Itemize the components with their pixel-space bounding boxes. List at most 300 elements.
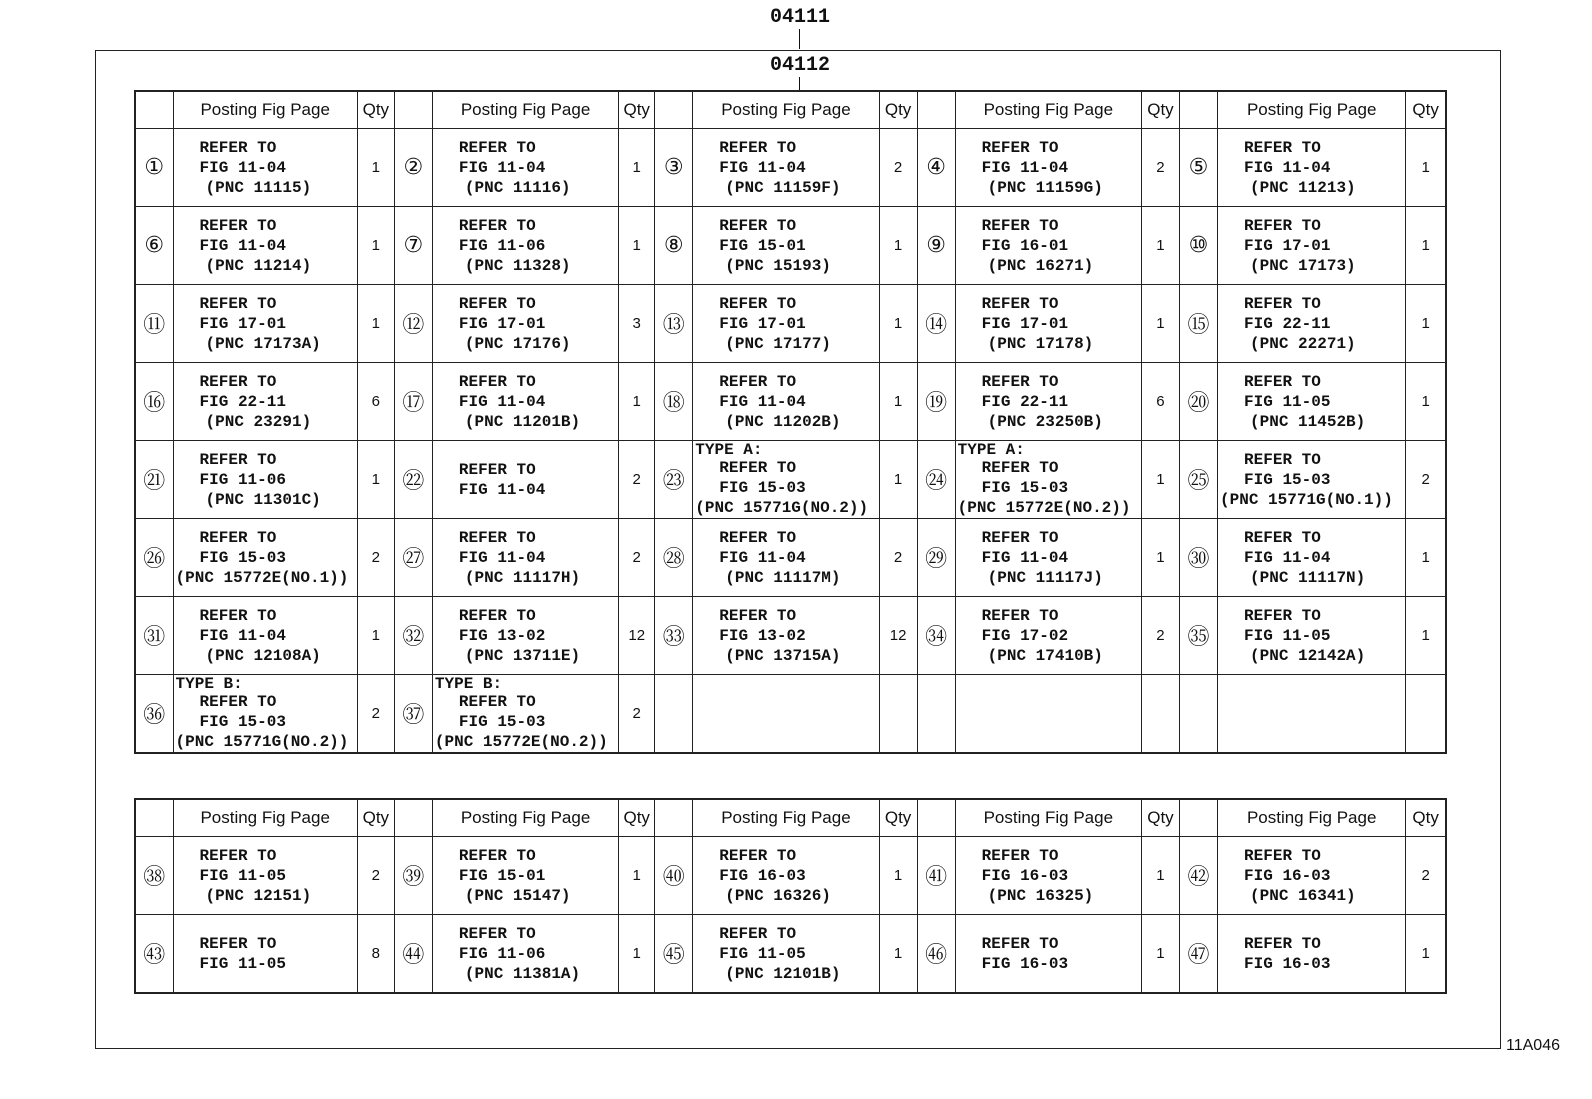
posting-fig-reference xyxy=(1218,597,1406,675)
pnc-code: (PNC 15771G(NO.1)) xyxy=(1220,490,1393,509)
item-number: ⑲ xyxy=(917,363,955,441)
posting-fig-reference xyxy=(693,837,879,915)
quantity: 2 xyxy=(619,675,655,754)
header-qty: Qty xyxy=(1141,799,1179,837)
item-number: ㉚ xyxy=(1179,519,1217,597)
fig-number: FIG 15-01 xyxy=(458,866,546,885)
posting-fig-reference xyxy=(173,129,357,207)
fig-number: FIG 15-03 xyxy=(719,478,806,497)
quantity: 2 xyxy=(1141,129,1179,207)
posting-fig-reference xyxy=(955,519,1141,597)
fig-number: FIG 11-04 xyxy=(981,548,1069,567)
assembly-leader-line xyxy=(799,29,800,49)
header-posting-fig-page: Posting Fig Page xyxy=(432,799,618,837)
fig-number: FIG 11-05 xyxy=(199,866,286,885)
table-row xyxy=(135,363,1446,441)
quantity: 2 xyxy=(357,675,394,754)
quantity: 1 xyxy=(357,597,394,675)
table-row xyxy=(135,915,1446,994)
header-posting-fig-page: Posting Fig Page xyxy=(173,91,357,129)
item-number: ㉟ xyxy=(1179,597,1217,675)
quantity: 1 xyxy=(619,363,655,441)
item-number: ⑱ xyxy=(655,363,693,441)
fig-number: FIG 11-04 xyxy=(719,392,806,411)
quantity: 1 xyxy=(1141,519,1179,597)
type-label: TYPE B: xyxy=(175,674,243,693)
item-number: ⑩ xyxy=(1179,207,1217,285)
fig-number: FIG 16-03 xyxy=(1244,866,1331,885)
assembly-code: 04111 xyxy=(769,6,830,29)
item-number: ⑰ xyxy=(394,363,432,441)
item-number: ⑬ xyxy=(655,285,693,363)
table-row xyxy=(135,129,1446,207)
fig-number: FIG 16-01 xyxy=(981,236,1069,255)
posting-fig-reference xyxy=(1218,129,1406,207)
item-number: ㊻ xyxy=(917,915,955,994)
fig-number: FIG 15-03 xyxy=(458,712,546,731)
refer-to-label: REFER TO xyxy=(1244,372,1321,391)
posting-fig-reference xyxy=(432,675,618,754)
quantity: 1 xyxy=(1406,207,1446,285)
posting-fig-reference xyxy=(693,915,879,994)
refer-to-label: REFER TO xyxy=(719,216,797,235)
table-row xyxy=(135,597,1446,675)
item-number: ⑯ xyxy=(135,363,173,441)
quantity: 2 xyxy=(879,519,917,597)
quantity: 6 xyxy=(357,363,394,441)
reference-table-1 xyxy=(134,90,1447,754)
posting-fig-reference xyxy=(955,441,1141,519)
type-label: TYPE A: xyxy=(695,440,763,459)
quantity: 1 xyxy=(1406,915,1446,994)
header-posting-fig-page: Posting Fig Page xyxy=(1218,91,1406,129)
pnc-code: (PNC 17176) xyxy=(464,334,571,353)
header-posting-fig-page: Posting Fig Page xyxy=(955,91,1141,129)
item-number xyxy=(917,675,955,754)
item-number: ㉛ xyxy=(135,597,173,675)
quantity: 1 xyxy=(1406,363,1446,441)
fig-number: FIG 11-04 xyxy=(458,480,546,499)
quantity: 1 xyxy=(357,285,394,363)
pnc-code: (PNC 15771G(NO.2)) xyxy=(175,732,349,751)
posting-fig-reference xyxy=(432,597,618,675)
quantity: 2 xyxy=(619,441,655,519)
pnc-code: (PNC 11214) xyxy=(205,256,312,275)
pnc-code: (PNC 16325) xyxy=(987,886,1094,905)
fig-number: FIG 22-11 xyxy=(981,392,1069,411)
sub-assembly-leader-line xyxy=(799,77,800,91)
item-number: ⑧ xyxy=(655,207,693,285)
quantity xyxy=(1141,675,1179,754)
posting-fig-reference xyxy=(693,129,879,207)
posting-fig-reference xyxy=(432,519,618,597)
pnc-code: (PNC 23291) xyxy=(205,412,312,431)
posting-fig-reference xyxy=(173,519,357,597)
quantity: 12 xyxy=(879,597,917,675)
pnc-code: (PNC 12108A) xyxy=(205,646,321,665)
reference-table-2 xyxy=(134,798,1447,994)
item-number: ㉜ xyxy=(394,597,432,675)
quantity: 1 xyxy=(879,207,917,285)
refer-to-label: REFER TO xyxy=(199,294,277,313)
pnc-code: (PNC 17177) xyxy=(725,334,831,353)
posting-fig-reference xyxy=(173,363,357,441)
quantity: 2 xyxy=(1406,837,1446,915)
pnc-code: (PNC 15771G(NO.2)) xyxy=(695,498,869,517)
posting-fig-reference xyxy=(955,915,1141,994)
item-number: ② xyxy=(394,129,432,207)
item-number: ㉑ xyxy=(135,441,173,519)
header-posting-fig-page: Posting Fig Page xyxy=(693,91,879,129)
fig-number: FIG 15-01 xyxy=(719,236,806,255)
quantity: 1 xyxy=(619,915,655,994)
quantity xyxy=(879,675,917,754)
posting-fig-reference xyxy=(1218,675,1406,754)
refer-to-label: REFER TO xyxy=(458,216,536,235)
refer-to-label: REFER TO xyxy=(199,606,277,625)
pnc-code: (PNC 11452B) xyxy=(1250,412,1366,431)
refer-to-label: REFER TO xyxy=(1244,934,1321,953)
fig-number: FIG 17-01 xyxy=(199,314,286,333)
quantity: 1 xyxy=(879,837,917,915)
item-number: ㉓ xyxy=(655,441,693,519)
pnc-code: (PNC 12101B) xyxy=(725,964,841,983)
pnc-code: (PNC 16341) xyxy=(1250,886,1356,905)
refer-to-label: REFER TO xyxy=(981,934,1059,953)
quantity: 8 xyxy=(357,915,394,994)
refer-to-label: REFER TO xyxy=(719,924,797,943)
refer-to-label: REFER TO xyxy=(199,846,277,865)
quantity: 1 xyxy=(1406,519,1446,597)
fig-number: FIG 11-04 xyxy=(719,548,806,567)
pnc-code: (PNC 15772E(NO.2)) xyxy=(957,498,1131,517)
fig-number: FIG 13-02 xyxy=(458,626,546,645)
item-number: ④ xyxy=(917,129,955,207)
refer-to-label: REFER TO xyxy=(1244,216,1321,235)
quantity: 1 xyxy=(1141,837,1179,915)
illustration-code: 11A046 xyxy=(1506,1037,1560,1054)
pnc-code: (PNC 11159F) xyxy=(725,178,841,197)
quantity: 1 xyxy=(357,207,394,285)
pnc-code: (PNC 17173) xyxy=(1250,256,1356,275)
item-number: ㊸ xyxy=(135,915,173,994)
refer-to-label: REFER TO xyxy=(719,294,797,313)
fig-number: FIG 17-01 xyxy=(981,314,1069,333)
fig-number: FIG 15-03 xyxy=(199,548,286,567)
posting-fig-reference xyxy=(173,441,357,519)
item-number: ㊵ xyxy=(655,837,693,915)
pnc-code: (PNC 11202B) xyxy=(725,412,841,431)
pnc-code: (PNC 11301C) xyxy=(205,490,321,509)
fig-number: FIG 16-03 xyxy=(981,954,1069,973)
posting-fig-reference xyxy=(693,363,879,441)
posting-fig-reference xyxy=(955,597,1141,675)
quantity: 1 xyxy=(879,441,917,519)
header-posting-fig-page: Posting Fig Page xyxy=(955,799,1141,837)
posting-fig-reference xyxy=(173,915,357,994)
fig-number: FIG 11-04 xyxy=(199,158,286,177)
refer-to-label: REFER TO xyxy=(719,846,797,865)
refer-to-label: REFER TO xyxy=(981,216,1059,235)
posting-fig-reference xyxy=(693,207,879,285)
posting-fig-reference xyxy=(1218,207,1406,285)
item-number: ㊷ xyxy=(1179,837,1217,915)
item-number: ⑥ xyxy=(135,207,173,285)
item-number: ㊱ xyxy=(135,675,173,754)
refer-to-label: REFER TO xyxy=(981,606,1059,625)
posting-fig-reference xyxy=(432,441,618,519)
header-blank xyxy=(1179,799,1217,837)
refer-to-label: REFER TO xyxy=(458,138,536,157)
header-blank xyxy=(655,91,693,129)
posting-fig-reference xyxy=(693,675,879,754)
type-label: TYPE B: xyxy=(434,674,503,693)
item-number: ㉞ xyxy=(917,597,955,675)
item-number: ③ xyxy=(655,129,693,207)
posting-fig-reference xyxy=(1218,285,1406,363)
posting-fig-reference xyxy=(173,675,357,754)
table-row xyxy=(135,675,1446,754)
item-number: ㉘ xyxy=(655,519,693,597)
posting-fig-reference xyxy=(432,129,618,207)
refer-to-label: REFER TO xyxy=(719,606,797,625)
fig-number: FIG 11-04 xyxy=(719,158,806,177)
posting-fig-reference xyxy=(1218,837,1406,915)
fig-number: FIG 17-02 xyxy=(981,626,1069,645)
posting-fig-reference xyxy=(173,285,357,363)
posting-fig-reference xyxy=(693,441,879,519)
item-number: ㊳ xyxy=(135,837,173,915)
refer-to-label: REFER TO xyxy=(1244,138,1321,157)
posting-fig-reference xyxy=(1218,441,1406,519)
quantity: 1 xyxy=(1406,597,1446,675)
header-qty: Qty xyxy=(1406,91,1446,129)
quantity: 3 xyxy=(619,285,655,363)
refer-to-label: REFER TO xyxy=(981,528,1059,547)
refer-to-label: REFER TO xyxy=(458,846,536,865)
quantity: 1 xyxy=(879,285,917,363)
posting-fig-reference xyxy=(432,915,618,994)
posting-fig-reference xyxy=(1218,363,1406,441)
quantity: 12 xyxy=(619,597,655,675)
item-number: ㉝ xyxy=(655,597,693,675)
posting-fig-reference xyxy=(432,837,618,915)
fig-number: FIG 15-03 xyxy=(1244,470,1331,489)
item-number: ⑤ xyxy=(1179,129,1217,207)
quantity: 1 xyxy=(879,363,917,441)
quantity xyxy=(1406,675,1446,754)
item-number: ⑨ xyxy=(917,207,955,285)
pnc-code: (PNC 23250B) xyxy=(987,412,1103,431)
posting-fig-reference xyxy=(955,675,1141,754)
item-number: ⑪ xyxy=(135,285,173,363)
fig-number: FIG 11-04 xyxy=(458,392,546,411)
posting-fig-reference xyxy=(173,207,357,285)
item-number xyxy=(1179,675,1217,754)
refer-to-label: REFER TO xyxy=(458,372,536,391)
refer-to-label: REFER TO xyxy=(981,458,1059,477)
quantity: 2 xyxy=(1141,597,1179,675)
sub-assembly-code: 04112 xyxy=(769,54,830,77)
header-blank xyxy=(1179,91,1217,129)
refer-to-label: REFER TO xyxy=(199,450,277,469)
header-blank xyxy=(917,91,955,129)
item-number: ㉙ xyxy=(917,519,955,597)
posting-fig-reference xyxy=(955,129,1141,207)
table-row xyxy=(135,837,1446,915)
refer-to-label: REFER TO xyxy=(719,458,797,477)
posting-fig-reference xyxy=(432,207,618,285)
item-number: ㊺ xyxy=(655,915,693,994)
refer-to-label: REFER TO xyxy=(981,846,1059,865)
refer-to-label: REFER TO xyxy=(719,528,797,547)
header-qty: Qty xyxy=(1406,799,1446,837)
header-qty: Qty xyxy=(357,799,394,837)
header-posting-fig-page: Posting Fig Page xyxy=(1218,799,1406,837)
fig-number: FIG 13-02 xyxy=(719,626,806,645)
pnc-code: (PNC 13715A) xyxy=(725,646,841,665)
header-qty: Qty xyxy=(1141,91,1179,129)
posting-fig-reference xyxy=(1218,519,1406,597)
item-number: ㊴ xyxy=(394,837,432,915)
header-blank xyxy=(135,91,173,129)
quantity: 1 xyxy=(619,837,655,915)
item-number: ㉕ xyxy=(1179,441,1217,519)
fig-number: FIG 11-04 xyxy=(199,626,286,645)
quantity: 2 xyxy=(357,519,394,597)
fig-number: FIG 11-06 xyxy=(458,236,546,255)
refer-to-label: REFER TO xyxy=(981,294,1059,313)
refer-to-label: REFER TO xyxy=(199,528,277,547)
posting-fig-reference xyxy=(432,363,618,441)
quantity: 1 xyxy=(357,441,394,519)
fig-number: FIG 11-05 xyxy=(719,944,806,963)
refer-to-label: REFER TO xyxy=(199,138,277,157)
refer-to-label: REFER TO xyxy=(1244,450,1321,469)
fig-number: FIG 11-06 xyxy=(199,470,286,489)
refer-to-label: REFER TO xyxy=(1244,294,1321,313)
refer-to-label: REFER TO xyxy=(458,692,536,711)
quantity: 1 xyxy=(619,129,655,207)
item-number: ㊲ xyxy=(394,675,432,754)
pnc-code: (PNC 15147) xyxy=(464,886,571,905)
pnc-code: (PNC 15772E(NO.1)) xyxy=(175,568,349,587)
header-blank xyxy=(917,799,955,837)
item-number: ⑭ xyxy=(917,285,955,363)
quantity: 1 xyxy=(1141,915,1179,994)
posting-fig-reference xyxy=(1218,915,1406,994)
posting-fig-reference xyxy=(432,285,618,363)
fig-number: FIG 11-04 xyxy=(458,158,546,177)
refer-to-label: REFER TO xyxy=(199,216,277,235)
refer-to-label: REFER TO xyxy=(199,372,277,391)
refer-to-label: REFER TO xyxy=(458,294,536,313)
fig-number: FIG 17-01 xyxy=(1244,236,1331,255)
quantity: 1 xyxy=(619,207,655,285)
item-number: ㉒ xyxy=(394,441,432,519)
refer-to-label: REFER TO xyxy=(1244,606,1321,625)
header-posting-fig-page: Posting Fig Page xyxy=(432,91,618,129)
quantity: 1 xyxy=(879,915,917,994)
quantity: 1 xyxy=(1406,285,1446,363)
quantity: 1 xyxy=(357,129,394,207)
item-number: ㊹ xyxy=(394,915,432,994)
refer-to-label: REFER TO xyxy=(458,528,536,547)
refer-to-label: REFER TO xyxy=(981,138,1059,157)
fig-number: FIG 15-03 xyxy=(199,712,286,731)
quantity: 2 xyxy=(879,129,917,207)
item-number: ㊼ xyxy=(1179,915,1217,994)
header-qty: Qty xyxy=(619,91,655,129)
table-row xyxy=(135,207,1446,285)
header-qty: Qty xyxy=(879,799,917,837)
item-number: ① xyxy=(135,129,173,207)
posting-fig-reference xyxy=(693,285,879,363)
fig-number: FIG 17-01 xyxy=(719,314,806,333)
header-blank xyxy=(655,799,693,837)
fig-number: FIG 11-04 xyxy=(458,548,546,567)
pnc-code: (PNC 11117N) xyxy=(1250,568,1366,587)
header-posting-fig-page: Posting Fig Page xyxy=(173,799,357,837)
pnc-code: (PNC 17173A) xyxy=(205,334,321,353)
refer-to-label: REFER TO xyxy=(458,606,536,625)
quantity: 2 xyxy=(357,837,394,915)
posting-fig-reference xyxy=(693,519,879,597)
posting-fig-reference xyxy=(955,285,1141,363)
pnc-code: (PNC 11117H) xyxy=(464,568,581,587)
fig-number: FIG 11-04 xyxy=(199,236,286,255)
fig-number: FIG 11-05 xyxy=(1244,626,1331,645)
quantity: 1 xyxy=(1406,129,1446,207)
header-qty: Qty xyxy=(879,91,917,129)
table-row xyxy=(135,441,1446,519)
item-number: ㉖ xyxy=(135,519,173,597)
pnc-code: (PNC 13711E) xyxy=(464,646,581,665)
pnc-code: (PNC 15193) xyxy=(725,256,831,275)
refer-to-label: REFER TO xyxy=(1244,846,1321,865)
posting-fig-reference xyxy=(955,207,1141,285)
header-row xyxy=(135,799,1446,837)
refer-to-label: REFER TO xyxy=(719,138,797,157)
type-label: TYPE A: xyxy=(957,440,1025,459)
pnc-code: (PNC 16271) xyxy=(987,256,1094,275)
fig-number: FIG 16-03 xyxy=(1244,954,1331,973)
fig-number: FIG 11-04 xyxy=(981,158,1069,177)
refer-to-label: REFER TO xyxy=(199,692,277,711)
fig-number: FIG 15-03 xyxy=(981,478,1069,497)
quantity: 1 xyxy=(1141,441,1179,519)
item-number: ㉔ xyxy=(917,441,955,519)
fig-number: FIG 22-11 xyxy=(199,392,286,411)
pnc-code: (PNC 11328) xyxy=(464,256,571,275)
item-number xyxy=(655,675,693,754)
table-row xyxy=(135,285,1446,363)
posting-fig-reference xyxy=(693,597,879,675)
fig-number: FIG 17-01 xyxy=(458,314,546,333)
item-number: ㉗ xyxy=(394,519,432,597)
header-blank xyxy=(394,91,432,129)
fig-number: FIG 11-05 xyxy=(1244,392,1331,411)
refer-to-label: REFER TO xyxy=(1244,528,1321,547)
posting-fig-reference xyxy=(173,597,357,675)
pnc-code: (PNC 17410B) xyxy=(987,646,1103,665)
fig-number: FIG 16-03 xyxy=(981,866,1069,885)
item-number: ⑦ xyxy=(394,207,432,285)
refer-to-label: REFER TO xyxy=(981,372,1059,391)
pnc-code: (PNC 11116) xyxy=(464,178,571,197)
fig-number: FIG 11-04 xyxy=(1244,548,1331,567)
pnc-code: (PNC 22271) xyxy=(1250,334,1356,353)
